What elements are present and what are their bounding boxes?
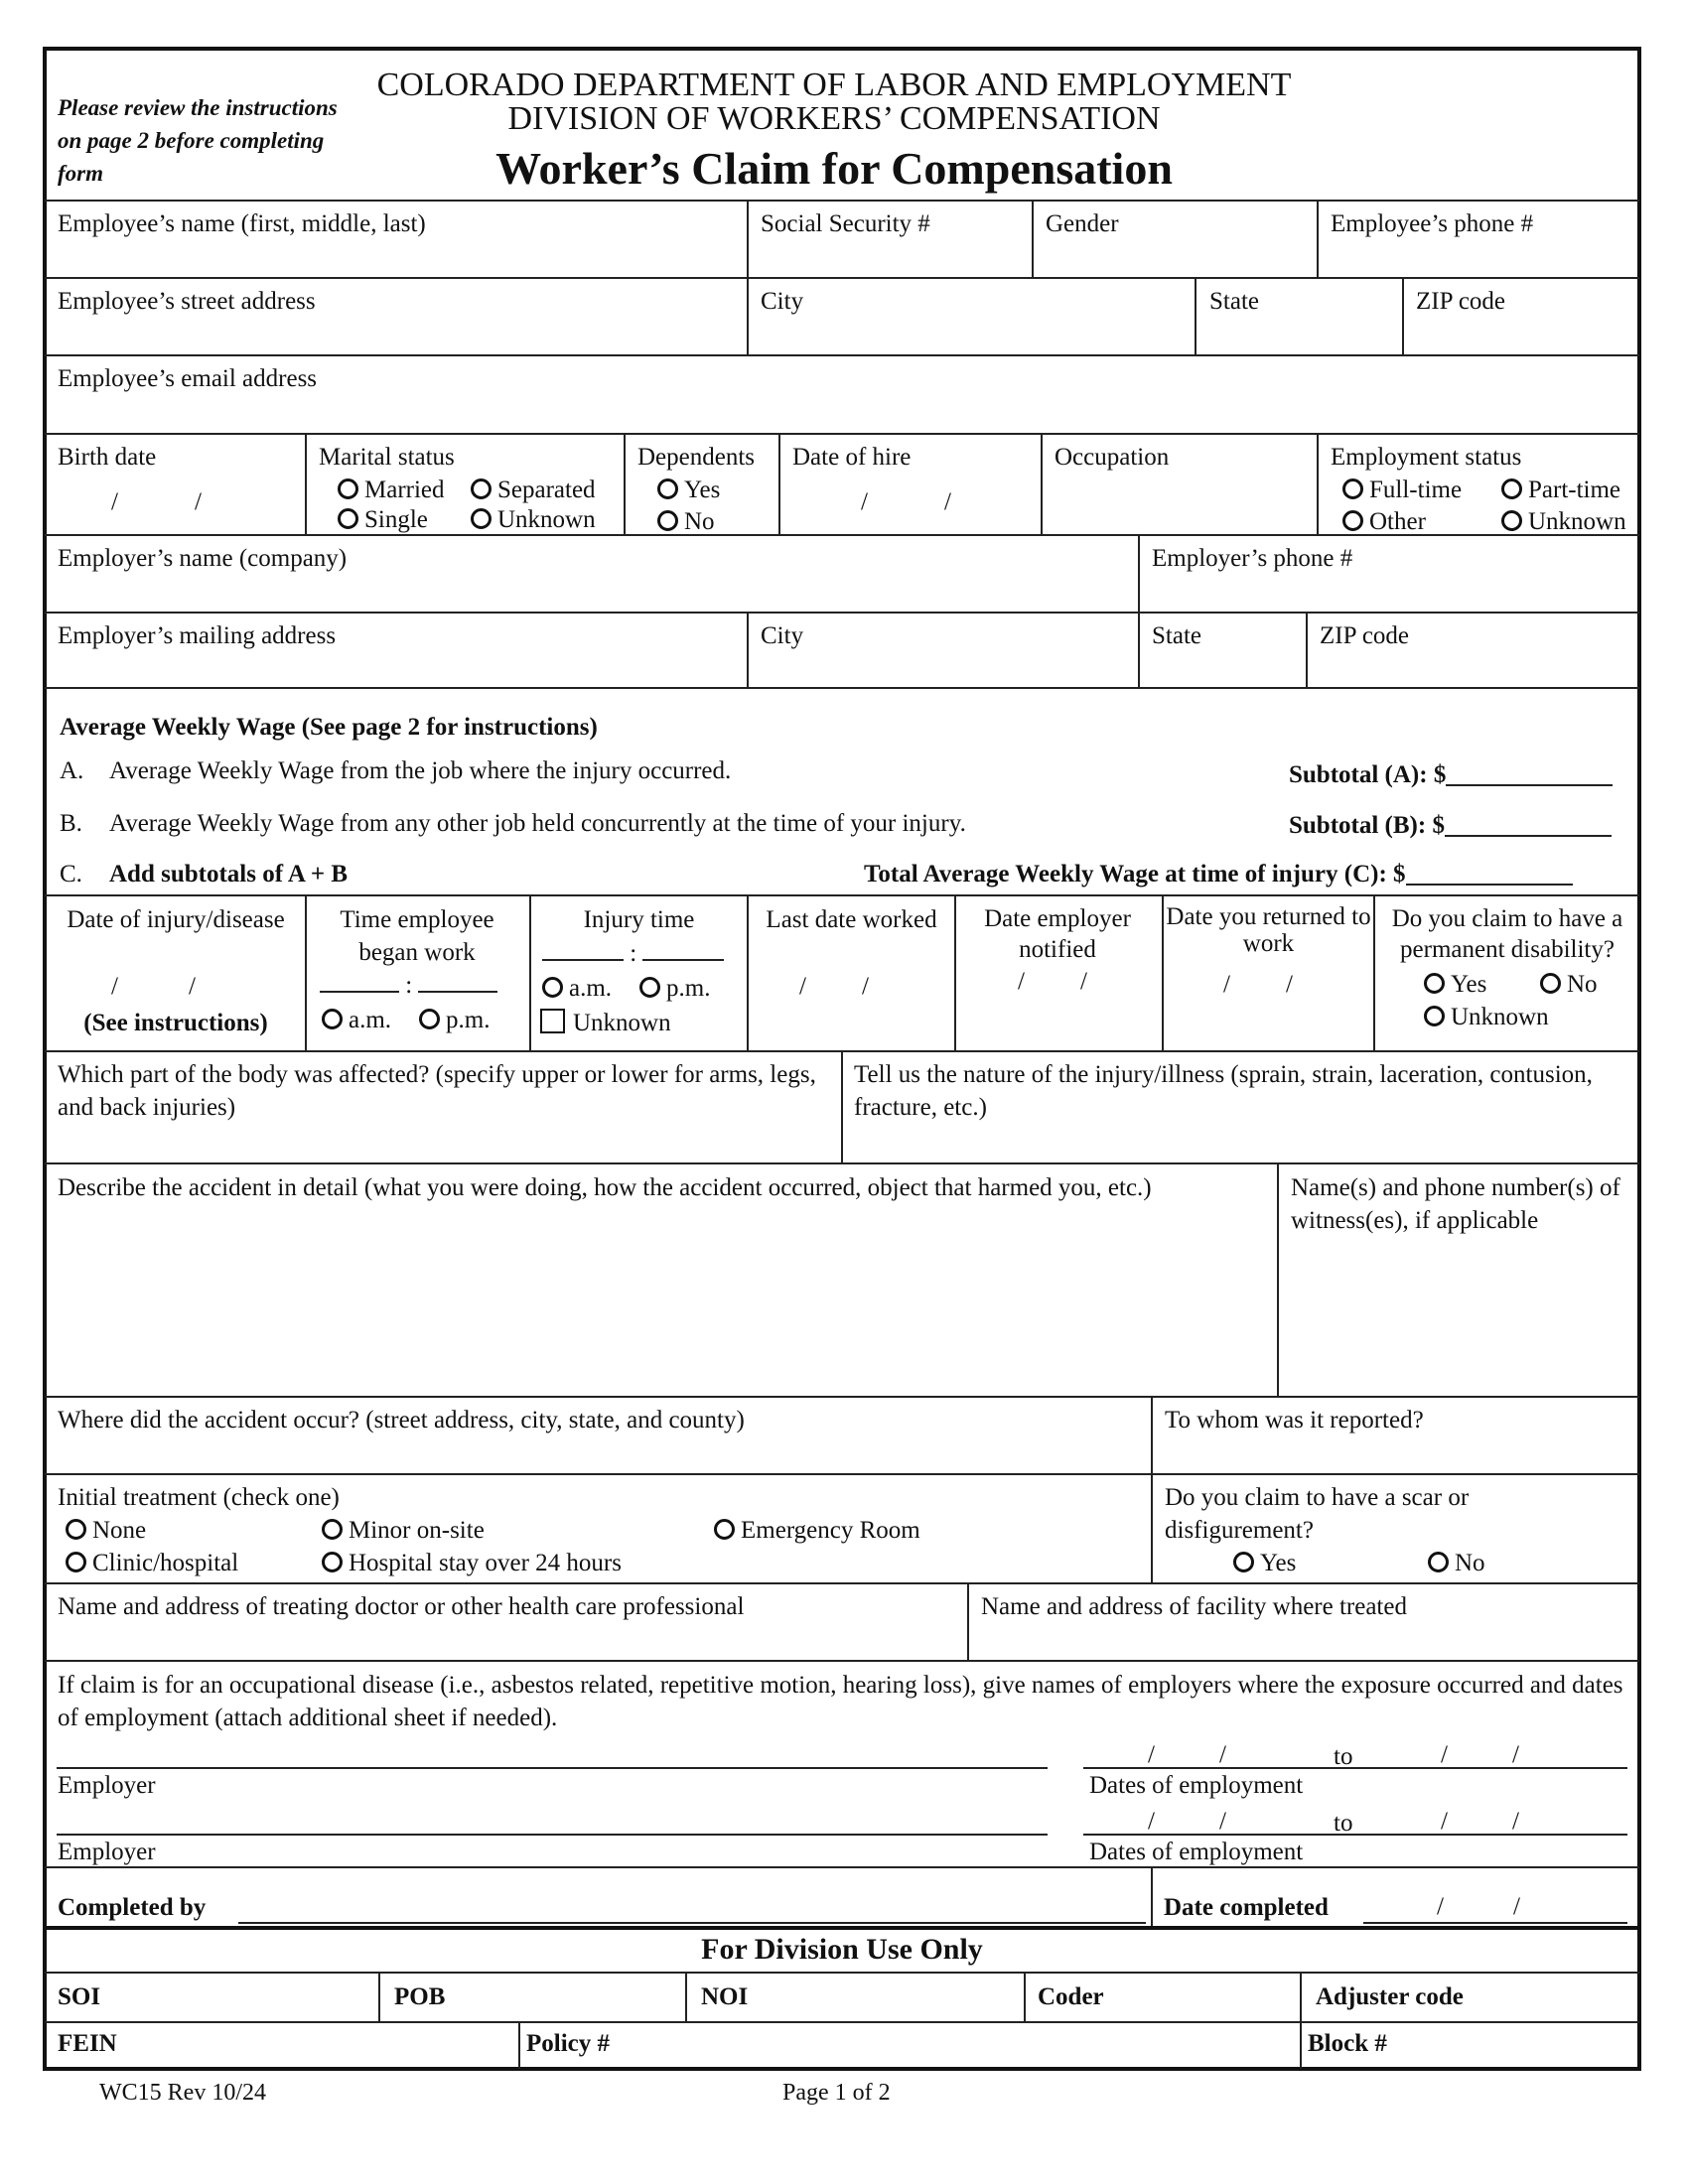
permanent-disability-label: Do you claim to have a permanent disability?: [1391, 905, 1623, 963]
employee-name-field[interactable]: Employee’s name (first, middle, last): [58, 210, 426, 237]
radio-icon: [419, 1009, 440, 1029]
occ-dates-of-employment-2[interactable]: Dates of employment: [1089, 1839, 1304, 1865]
soi-field: SOI: [58, 1983, 101, 2010]
radio-icon: [322, 1519, 343, 1540]
last-worked-sep-2: /: [862, 973, 869, 1000]
employer-phone-field[interactable]: Employer’s phone #: [1152, 545, 1353, 572]
radio-icon: [714, 1519, 735, 1540]
permanent-unknown[interactable]: Unknown: [1424, 1001, 1549, 1033]
occ-dates-2-sep-d: /: [1512, 1808, 1519, 1835]
marital-married[interactable]: Married: [338, 474, 445, 506]
treating-doctor-field[interactable]: Name and address of treating doctor or other health care professional: [58, 1593, 745, 1620]
block-field: Block #: [1308, 2030, 1387, 2057]
marital-unknown[interactable]: Unknown: [471, 503, 596, 536]
occ-dates-2-sep-a: /: [1148, 1808, 1155, 1835]
wage-a-letter: A.: [60, 757, 84, 784]
time-began-pm[interactable]: p.m.: [419, 1004, 490, 1036]
body-part-field[interactable]: Which part of the body was affected? (specify upper or lower for arms, legs, and back injuries): [58, 1061, 816, 1121]
birth-date-field[interactable]: Birth date: [58, 444, 157, 471]
reported-to-field[interactable]: To whom was it reported?: [1165, 1407, 1424, 1433]
radio-icon: [471, 508, 492, 529]
fein-field: FEIN: [58, 2030, 117, 2057]
hire-date-sep-2: /: [944, 488, 951, 515]
radio-icon: [1342, 478, 1363, 499]
occ-dates-1-sep-d: /: [1512, 1741, 1519, 1768]
division-name: DIVISION OF WORKERS’ COMPENSATION: [507, 100, 1161, 137]
injury-nature-field[interactable]: Tell us the nature of the injury/illness (sprain, strain, laceration, contusion, fracture, etc.): [854, 1061, 1593, 1121]
wage-c-letter: C.: [60, 861, 82, 887]
form-id: WC15 Rev 10/24: [99, 2080, 266, 2106]
employment-unknown[interactable]: Unknown: [1501, 505, 1626, 538]
time-began-input[interactable]: :: [320, 967, 497, 1002]
occ-dates-1-to: to: [1334, 1743, 1353, 1770]
wage-c-total[interactable]: Total Average Weekly Wage at time of injury (C): $: [864, 858, 1573, 890]
wage-b-text: Average Weekly Wage from any other job held concurrently at the time of your injury.: [109, 810, 966, 837]
radio-icon: [1424, 1006, 1445, 1026]
injury-date-sep-2: /: [189, 973, 196, 1000]
occ-dates-of-employment-1[interactable]: Dates of employment: [1089, 1772, 1304, 1799]
last-worked-field[interactable]: Last date worked: [766, 906, 937, 933]
pob-field: POB: [394, 1983, 446, 2010]
dependents-label: Dependents: [637, 444, 756, 471]
returned-sep-1: /: [1223, 971, 1230, 998]
birth-date-sep-2: /: [195, 488, 202, 515]
radio-icon: [1342, 510, 1363, 531]
occ-dates-1-sep-a: /: [1148, 1741, 1155, 1768]
occ-employer-1[interactable]: Employer: [58, 1772, 156, 1799]
employee-email-field[interactable]: Employee’s email address: [58, 365, 318, 392]
employment-full-time[interactable]: Full-time: [1342, 474, 1462, 506]
coder-field: Coder: [1038, 1983, 1104, 2010]
marital-single[interactable]: Single: [338, 503, 428, 536]
occupational-disease-instructions: If claim is for an occupational disease (i.e., asbestos related, repetitive motion, hearing loss), give names of employers where the exposure occurred and dates of employment (attach additional sheet if needed).: [58, 1672, 1623, 1731]
dependents-no[interactable]: No: [657, 505, 715, 538]
employment-part-time[interactable]: Part-time: [1501, 474, 1620, 506]
employer-name-field[interactable]: Employer’s name (company): [58, 545, 348, 572]
radio-icon: [66, 1519, 86, 1540]
review-note: Please review the instructions on page 2 before completing form: [58, 95, 338, 186]
injury-time-input[interactable]: :: [542, 935, 724, 970]
radio-icon: [657, 510, 678, 531]
occ-dates-1-sep-c: /: [1441, 1741, 1448, 1768]
radio-icon: [66, 1552, 86, 1572]
employee-street-field[interactable]: Employee’s street address: [58, 288, 316, 315]
employee-phone-field[interactable]: Employee’s phone #: [1331, 210, 1534, 237]
noi-field: NOI: [701, 1983, 749, 2010]
wage-a-text: Average Weekly Wage from the job where the injury occurred.: [109, 757, 732, 784]
initial-treatment-label: Initial treatment (check one): [58, 1484, 340, 1511]
radio-icon: [338, 508, 358, 529]
radio-icon: [1501, 478, 1522, 499]
radio-icon: [1424, 973, 1445, 994]
occupation-field[interactable]: Occupation: [1055, 444, 1170, 471]
treatment-minor-onsite[interactable]: Minor on-site: [322, 1514, 485, 1547]
department-name: COLORADO DEPARTMENT OF LABOR AND EMPLOYMENT: [376, 67, 1292, 103]
radio-icon: [471, 478, 492, 499]
page-number: Page 1 of 2: [782, 2080, 891, 2106]
radio-icon: [639, 977, 660, 998]
occ-dates-2-sep-c: /: [1441, 1808, 1448, 1835]
adjuster-code-field: Adjuster code: [1316, 1983, 1464, 2010]
wage-c-text: Add subtotals of A + B: [109, 861, 349, 887]
radio-icon: [1428, 1552, 1449, 1572]
last-worked-sep-1: /: [799, 973, 806, 1000]
radio-icon: [1540, 973, 1561, 994]
completed-by-label: Completed by: [58, 1894, 207, 1921]
dependents-yes[interactable]: Yes: [657, 474, 720, 506]
notified-sep-2: /: [1080, 968, 1087, 995]
injury-time-am[interactable]: a.m.: [542, 972, 612, 1005]
wage-b-letter: B.: [60, 810, 82, 837]
birth-date-sep-1: /: [111, 488, 118, 515]
checkbox-icon: [540, 1009, 565, 1033]
employment-other[interactable]: Other: [1342, 505, 1426, 538]
scar-disfigurement-label: Do you claim to have a scar or disfigurement?: [1165, 1484, 1470, 1544]
returned-sep-2: /: [1286, 971, 1293, 998]
treatment-facility-field[interactable]: Name and address of facility where treated: [981, 1593, 1407, 1620]
notified-sep-1: /: [1018, 968, 1025, 995]
form-title: Worker’s Claim for Compensation: [495, 143, 1173, 194]
treatment-none[interactable]: None: [66, 1514, 146, 1547]
radio-icon: [542, 977, 563, 998]
time-began-label: Time employee began work: [340, 906, 494, 966]
wage-a-subtotal[interactable]: Subtotal (A): $: [1289, 758, 1613, 791]
employer-notified-field[interactable]: Date employer notified: [984, 905, 1131, 963]
radio-icon: [1233, 1552, 1254, 1572]
wage-b-subtotal[interactable]: Subtotal (B): $: [1289, 809, 1612, 842]
scar-no[interactable]: No: [1428, 1547, 1485, 1579]
treatment-hospital-stay[interactable]: Hospital stay over 24 hours: [322, 1547, 622, 1579]
treatment-emergency-room[interactable]: Emergency Room: [714, 1514, 920, 1547]
time-began-am[interactable]: a.m.: [322, 1004, 391, 1036]
division-use-title: For Division Use Only: [701, 1933, 983, 1966]
gender-field[interactable]: Gender: [1046, 210, 1119, 237]
permanent-yes[interactable]: Yes: [1424, 968, 1486, 1001]
scar-yes[interactable]: Yes: [1233, 1547, 1296, 1579]
date-of-hire-field[interactable]: Date of hire: [792, 444, 912, 471]
employee-state-field[interactable]: State: [1209, 288, 1259, 315]
occ-employer-2[interactable]: Employer: [58, 1839, 156, 1865]
radio-icon: [1501, 510, 1522, 531]
policy-field: Policy #: [526, 2030, 611, 2057]
hire-date-sep-1: /: [861, 488, 868, 515]
radio-icon: [322, 1552, 343, 1572]
treatment-clinic-hospital[interactable]: Clinic/hospital: [66, 1547, 238, 1579]
injury-time-label: Injury time: [583, 906, 695, 933]
occ-dates-2-to: to: [1334, 1810, 1353, 1837]
injury-time-unknown[interactable]: Unknown: [540, 1007, 671, 1039]
employer-state-field[interactable]: State: [1152, 622, 1201, 649]
injury-date-sep-1: /: [111, 973, 118, 1000]
accident-description-field[interactable]: Describe the accident in detail (what you were doing, how the accident occurred, object that harmed you, etc.): [58, 1174, 1152, 1201]
date-completed-sep-2: /: [1513, 1893, 1520, 1920]
employee-city-field[interactable]: City: [761, 288, 804, 315]
occ-dates-1-sep-b: /: [1219, 1741, 1226, 1768]
returned-to-work-field[interactable]: Date you returned to work: [1166, 903, 1371, 957]
occ-dates-2-sep-b: /: [1219, 1808, 1226, 1835]
date-completed-label: Date completed: [1164, 1894, 1329, 1921]
employee-zip-field[interactable]: ZIP code: [1416, 288, 1506, 315]
see-instructions-note: (See instructions): [83, 1010, 268, 1036]
radio-icon: [338, 478, 358, 499]
ssn-field[interactable]: Social Security #: [761, 210, 930, 237]
date-completed-sep-1: /: [1437, 1893, 1444, 1920]
wage-heading: Average Weekly Wage (See page 2 for instructions): [60, 714, 598, 741]
radio-icon: [657, 478, 678, 499]
accident-location-field[interactable]: Where did the accident occur? (street address, city, state, and county): [58, 1407, 745, 1433]
marital-status-label: Marital status: [319, 444, 455, 471]
injury-time-pm[interactable]: p.m.: [639, 972, 710, 1005]
marital-separated[interactable]: Separated: [471, 474, 596, 506]
employment-status-label: Employment status: [1331, 444, 1522, 471]
employer-city-field[interactable]: City: [761, 622, 804, 649]
witnesses-field[interactable]: Name(s) and phone number(s) of witness(es), if applicable: [1291, 1174, 1620, 1234]
injury-date-field[interactable]: Date of injury/disease: [67, 906, 285, 933]
radio-icon: [322, 1009, 343, 1029]
employer-zip-field[interactable]: ZIP code: [1320, 622, 1410, 649]
permanent-no[interactable]: No: [1540, 968, 1598, 1001]
employer-mailing-field[interactable]: Employer’s mailing address: [58, 622, 337, 649]
